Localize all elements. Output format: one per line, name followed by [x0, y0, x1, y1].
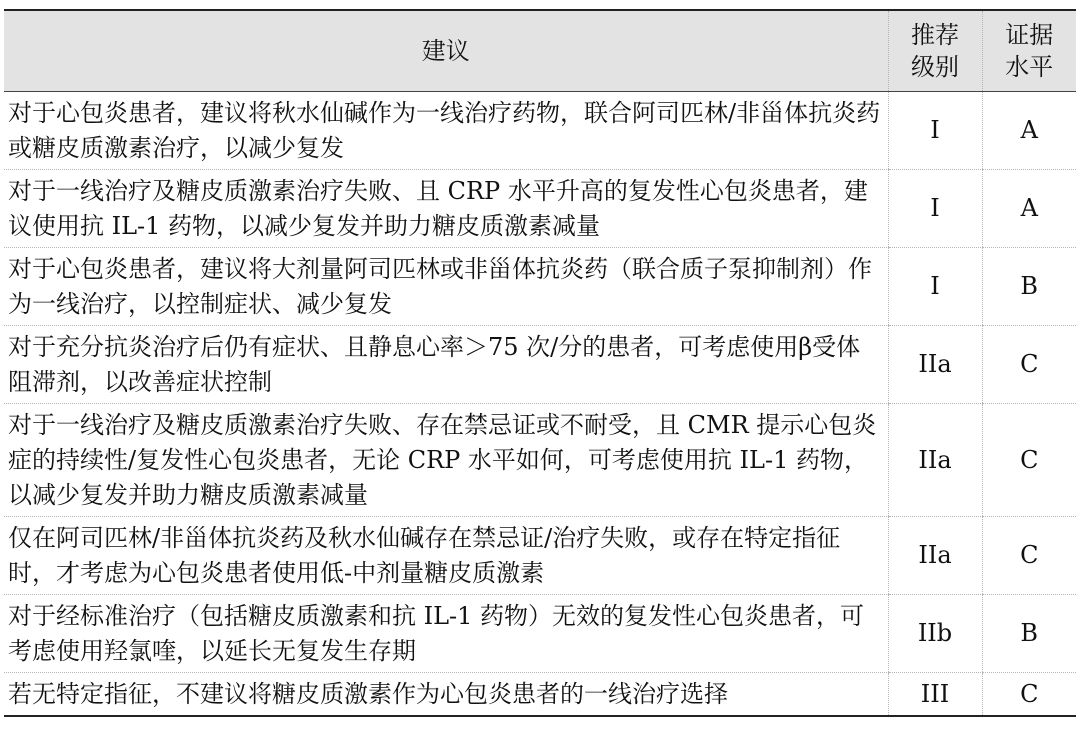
table-row	[4, 92, 1076, 170]
header-evidence-label: 证据水平	[1005, 21, 1054, 81]
evidence-level: A	[982, 170, 1076, 248]
evidence-level: C	[982, 404, 1076, 517]
recommendation-text: 对于一线治疗及糖皮质激素治疗失败、存在禁忌证或不耐受，且 CMR 提示心包炎症的持续性/复发性心包炎患者，无论 CRP 水平如何，可考虑使用抗 IL-1 药物，以减少复发并助力糖皮质激素减量	[4, 404, 888, 517]
recommendation-text: 若无特定指征，不建议将糖皮质激素作为心包炎患者的一线治疗选择	[4, 673, 888, 717]
recommendation-class: IIb	[888, 595, 982, 673]
recommendation-class: IIa	[888, 326, 982, 404]
recommendation-text: 对于心包炎患者，建议将大剂量阿司匹林或非甾体抗炎药（联合质子泵抑制剂）作为一线治疗，以控制症状、减少复发	[4, 248, 888, 326]
table-row	[4, 326, 1076, 404]
recommendation-text: 对于经标准治疗（包括糖皮质激素和抗 IL-1 药物）无效的复发性心包炎患者，可考虑使用羟氯喹，以延长无复发生存期	[4, 595, 888, 673]
recommendation-class: I	[888, 170, 982, 248]
recommendation-class: IIa	[888, 517, 982, 595]
table-row	[4, 595, 1076, 673]
recommendation-text: 对于心包炎患者，建议将秋水仙碱作为一线治疗药物，联合阿司匹林/非甾体抗炎药或糖皮质激素治疗，以减少复发	[4, 92, 888, 170]
table-row	[4, 404, 1076, 517]
header-class-label: 推荐级别	[911, 21, 959, 81]
table-row	[4, 517, 1076, 595]
header-evidence	[982, 10, 1076, 92]
recommendation-text: 仅在阿司匹林/非甾体抗炎药及秋水仙碱存在禁忌证/治疗失败，或存在特定指征时，才考虑为心包炎患者使用低-中剂量糖皮质激素	[4, 517, 888, 595]
recommendation-class: III	[888, 673, 982, 717]
recommendation-class: I	[888, 248, 982, 326]
evidence-level: B	[982, 595, 1076, 673]
recommendation-text: 对于充分抗炎治疗后仍有症状、且静息心率＞75 次/分的患者，可考虑使用β受体阻滞剂，以改善症状控制	[4, 326, 888, 404]
recommendation-class: IIa	[888, 404, 982, 517]
evidence-level: B	[982, 248, 1076, 326]
table-row	[4, 248, 1076, 326]
table-row	[4, 673, 1076, 717]
evidence-level: C	[982, 517, 1076, 595]
header-recommendation: 建议	[4, 10, 888, 92]
recommendation-class: I	[888, 92, 982, 170]
recommendation-text: 对于一线治疗及糖皮质激素治疗失败、且 CRP 水平升高的复发性心包炎患者，建议使用抗 IL-1 药物，以减少复发并助力糖皮质激素减量	[4, 170, 888, 248]
table-row	[4, 170, 1076, 248]
recommendation-table	[4, 9, 1076, 717]
header-row	[4, 10, 1076, 92]
evidence-level: C	[982, 673, 1076, 717]
header-class	[888, 10, 982, 92]
evidence-level: C	[982, 326, 1076, 404]
evidence-level: A	[982, 92, 1076, 170]
